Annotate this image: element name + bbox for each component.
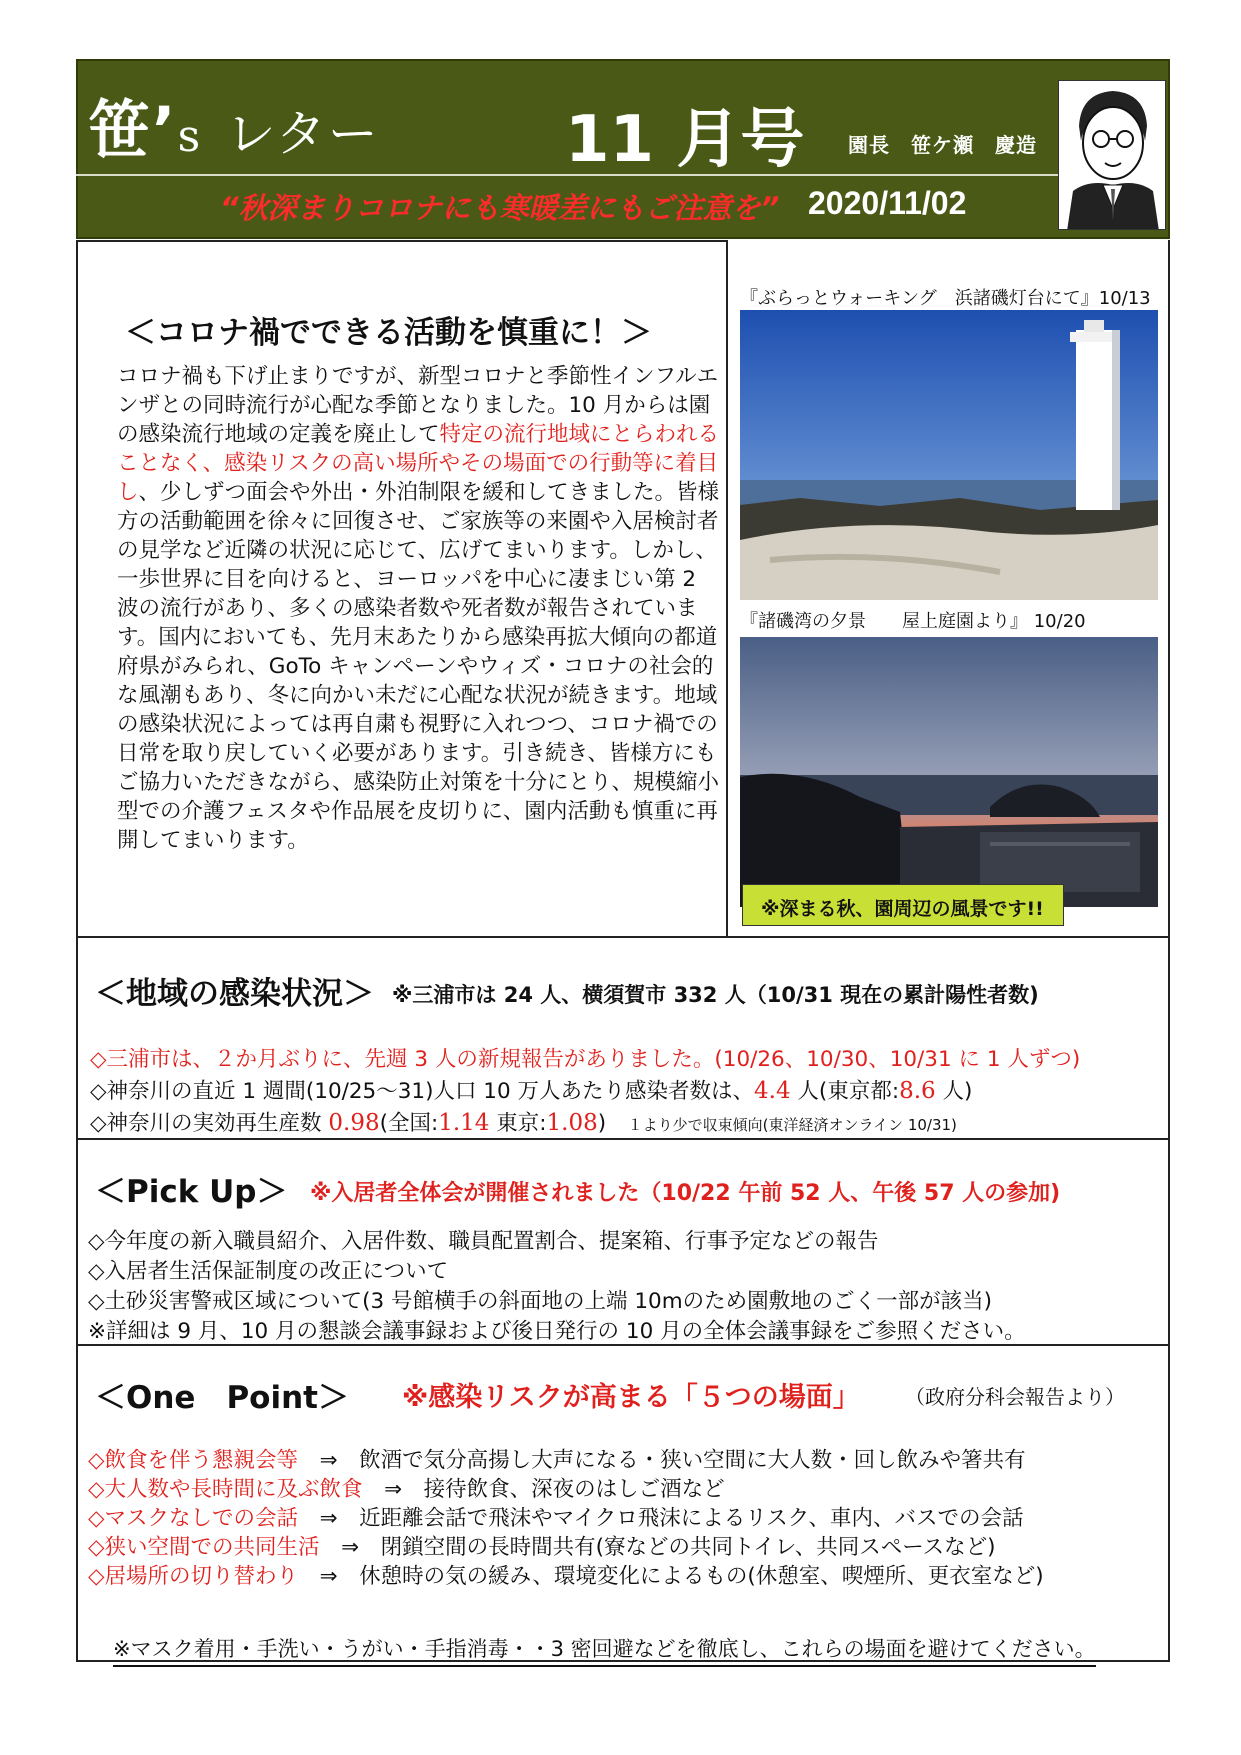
pickup-heading: ＜Pick Up＞ <box>95 1174 288 1210</box>
risk-scene-item: ◇狭い空間での共同生活 ⇒ 閉鎖空間の長時間共有(寮などの共同トイレ、共同スペースなど) <box>88 1535 996 1560</box>
article-body: コロナ禍も下げ止まりですが、新型コロナと季節性インフルエンザとの同時流行が心配な季節となりました。10 月からは園の感染流行地域の定義を廃止して特定の流行地域にとらわれることなく、感染リスクの高い場所やその場面での行動等に着目し、少しずつ面会や外出・外泊制限を緩和してきました。皆様方の活動範囲を徐々に回復させ、ご家族等の来園や入居検討者の見学など近隣の状況に応じて、広げてまいります。しかし、一歩世界に目を向けると、ヨーロッパを中心に凄まじい第 2 波の流行があり、多くの感染者数や死者数が報告されています。国内においても、先月末あたりから感染再拡大傾向の都道府県がみられ、GoTo キャンペーンやウィズ・コロナの社会的な風潮もあり、冬に向かい未だに心配な状況が続きます。地域の感染状況によっては再自粛も視野に入れつつ、コロナ禍での日常を取り戻していく必要があります。引き続き、皆様方にもご協力いただきながら、感染防止対策を十分にとり、規模縮小型での介護フェスタや作品展を皮切りに、園内活動も慎重に再開してまいります。 <box>117 364 720 853</box>
pickup-summary: ※入居者全体会が開催されました（10/22 午前 52 人、午後 57 人の参加) <box>310 1181 1061 1206</box>
article-highlight: 特定の流行地域にとらわれることなく、感染リスクの高い場所やその場面での行動等に着目し <box>117 422 720 505</box>
pickup-item: ◇今年度の新入職員紹介、入居件数、職員配置割合、提案箱、行事予定などの報告 <box>88 1229 879 1254</box>
article-heading: ＜コロナ禍でできる活動を慎重に！＞ <box>125 315 652 351</box>
subtitle: “秋深まりコロナにも寒暖差にもご注意を” <box>220 191 780 225</box>
photo-caption-lighthouse: 『ぶらっとウォーキング 浜諸磯灯台にて』10/13 <box>740 288 1151 309</box>
onepoint-source: （政府分科会報告より） <box>905 1385 1125 1409</box>
risk-scene-item: ◇飲食を伴う懇親会等 ⇒ 飲酒で気分高揚し大声になる・狭い空間に大人数・回し飲みや箸共有 <box>88 1448 1026 1473</box>
sunset-photo <box>740 637 1158 907</box>
issue-date: 2020/11/02 <box>808 185 967 221</box>
infection-summary: ※三浦市は 24 人、横須賀市 332 人（10/31 現在の累計陽性者数) <box>392 983 1039 1007</box>
infection-line-reproduction: ◇神奈川の実効再生産数 0.98(全国:1.14 東京:1.08) １より少で収束傾向(東洋経済オンライン 10/31) <box>90 1110 957 1136</box>
infection-heading: ＜地域の感染状況＞ <box>95 976 374 1012</box>
pickup-item: ◇入居者生活保証制度の改正について <box>88 1259 449 1284</box>
infection-line-miura: ◇三浦市は、２か月ぶりに、先週 3 人の新規報告がありました。(10/26、10/30、10/31 に 1 人ずつ) <box>90 1047 1081 1072</box>
photo-note: ※深まる秋、園周辺の風景です!! <box>742 884 1064 926</box>
risk-scene-item: ◇居場所の切り替わり ⇒ 休憩時の気の緩み、環境変化によるもの(休憩室、喫煙所、更衣室など) <box>88 1564 1044 1589</box>
risk-scene-item: ◇マスクなしでの会話 ⇒ 近距離会話で飛沫やマイクロ飛沫によるリスク、車内、バスでの会話 <box>88 1506 1024 1531</box>
newsletter-title: 笹’s レター <box>88 93 380 166</box>
photo-caption-sunset: 『諸磯湾の夕景 屋上庭園より』 10/20 <box>740 611 1086 632</box>
author-portrait <box>1058 80 1166 230</box>
onepoint-heading: ＜One Point＞ <box>95 1380 349 1416</box>
onepoint-summary: ※感染リスクが高まる「５つの場面」 <box>402 1382 860 1413</box>
author-name: 園長 笹ケ瀬 慶造 <box>848 133 1037 157</box>
risk-scene-item: ◇大人数や長時間に及ぶ飲食 ⇒ 接待飲食、深夜のはしご酒など <box>88 1477 725 1502</box>
issue-number: 11 月号 <box>565 103 805 177</box>
pickup-item: ※詳細は 9 月、10 月の懇談会議事録および後日発行の 10 月の全体会議事録をご参照ください。 <box>88 1319 1026 1344</box>
infection-line-weekly: ◇神奈川の直近 1 週間(10/25～31)人口 10 万人あたり感染者数は、4.4 人(東京都:8.6 人) <box>90 1078 973 1104</box>
lighthouse-photo <box>740 310 1158 600</box>
pickup-item: ◇土砂災害警戒区域について(3 号館横手の斜面地の上端 10mのため園敷地のごく一部が該当) <box>88 1289 993 1314</box>
prevention-note: ※マスク着用・手洗い・うがい・手指消毒・・3 密回避などを徹底し、これらの場面を避けてください。 <box>113 1633 1096 1667</box>
